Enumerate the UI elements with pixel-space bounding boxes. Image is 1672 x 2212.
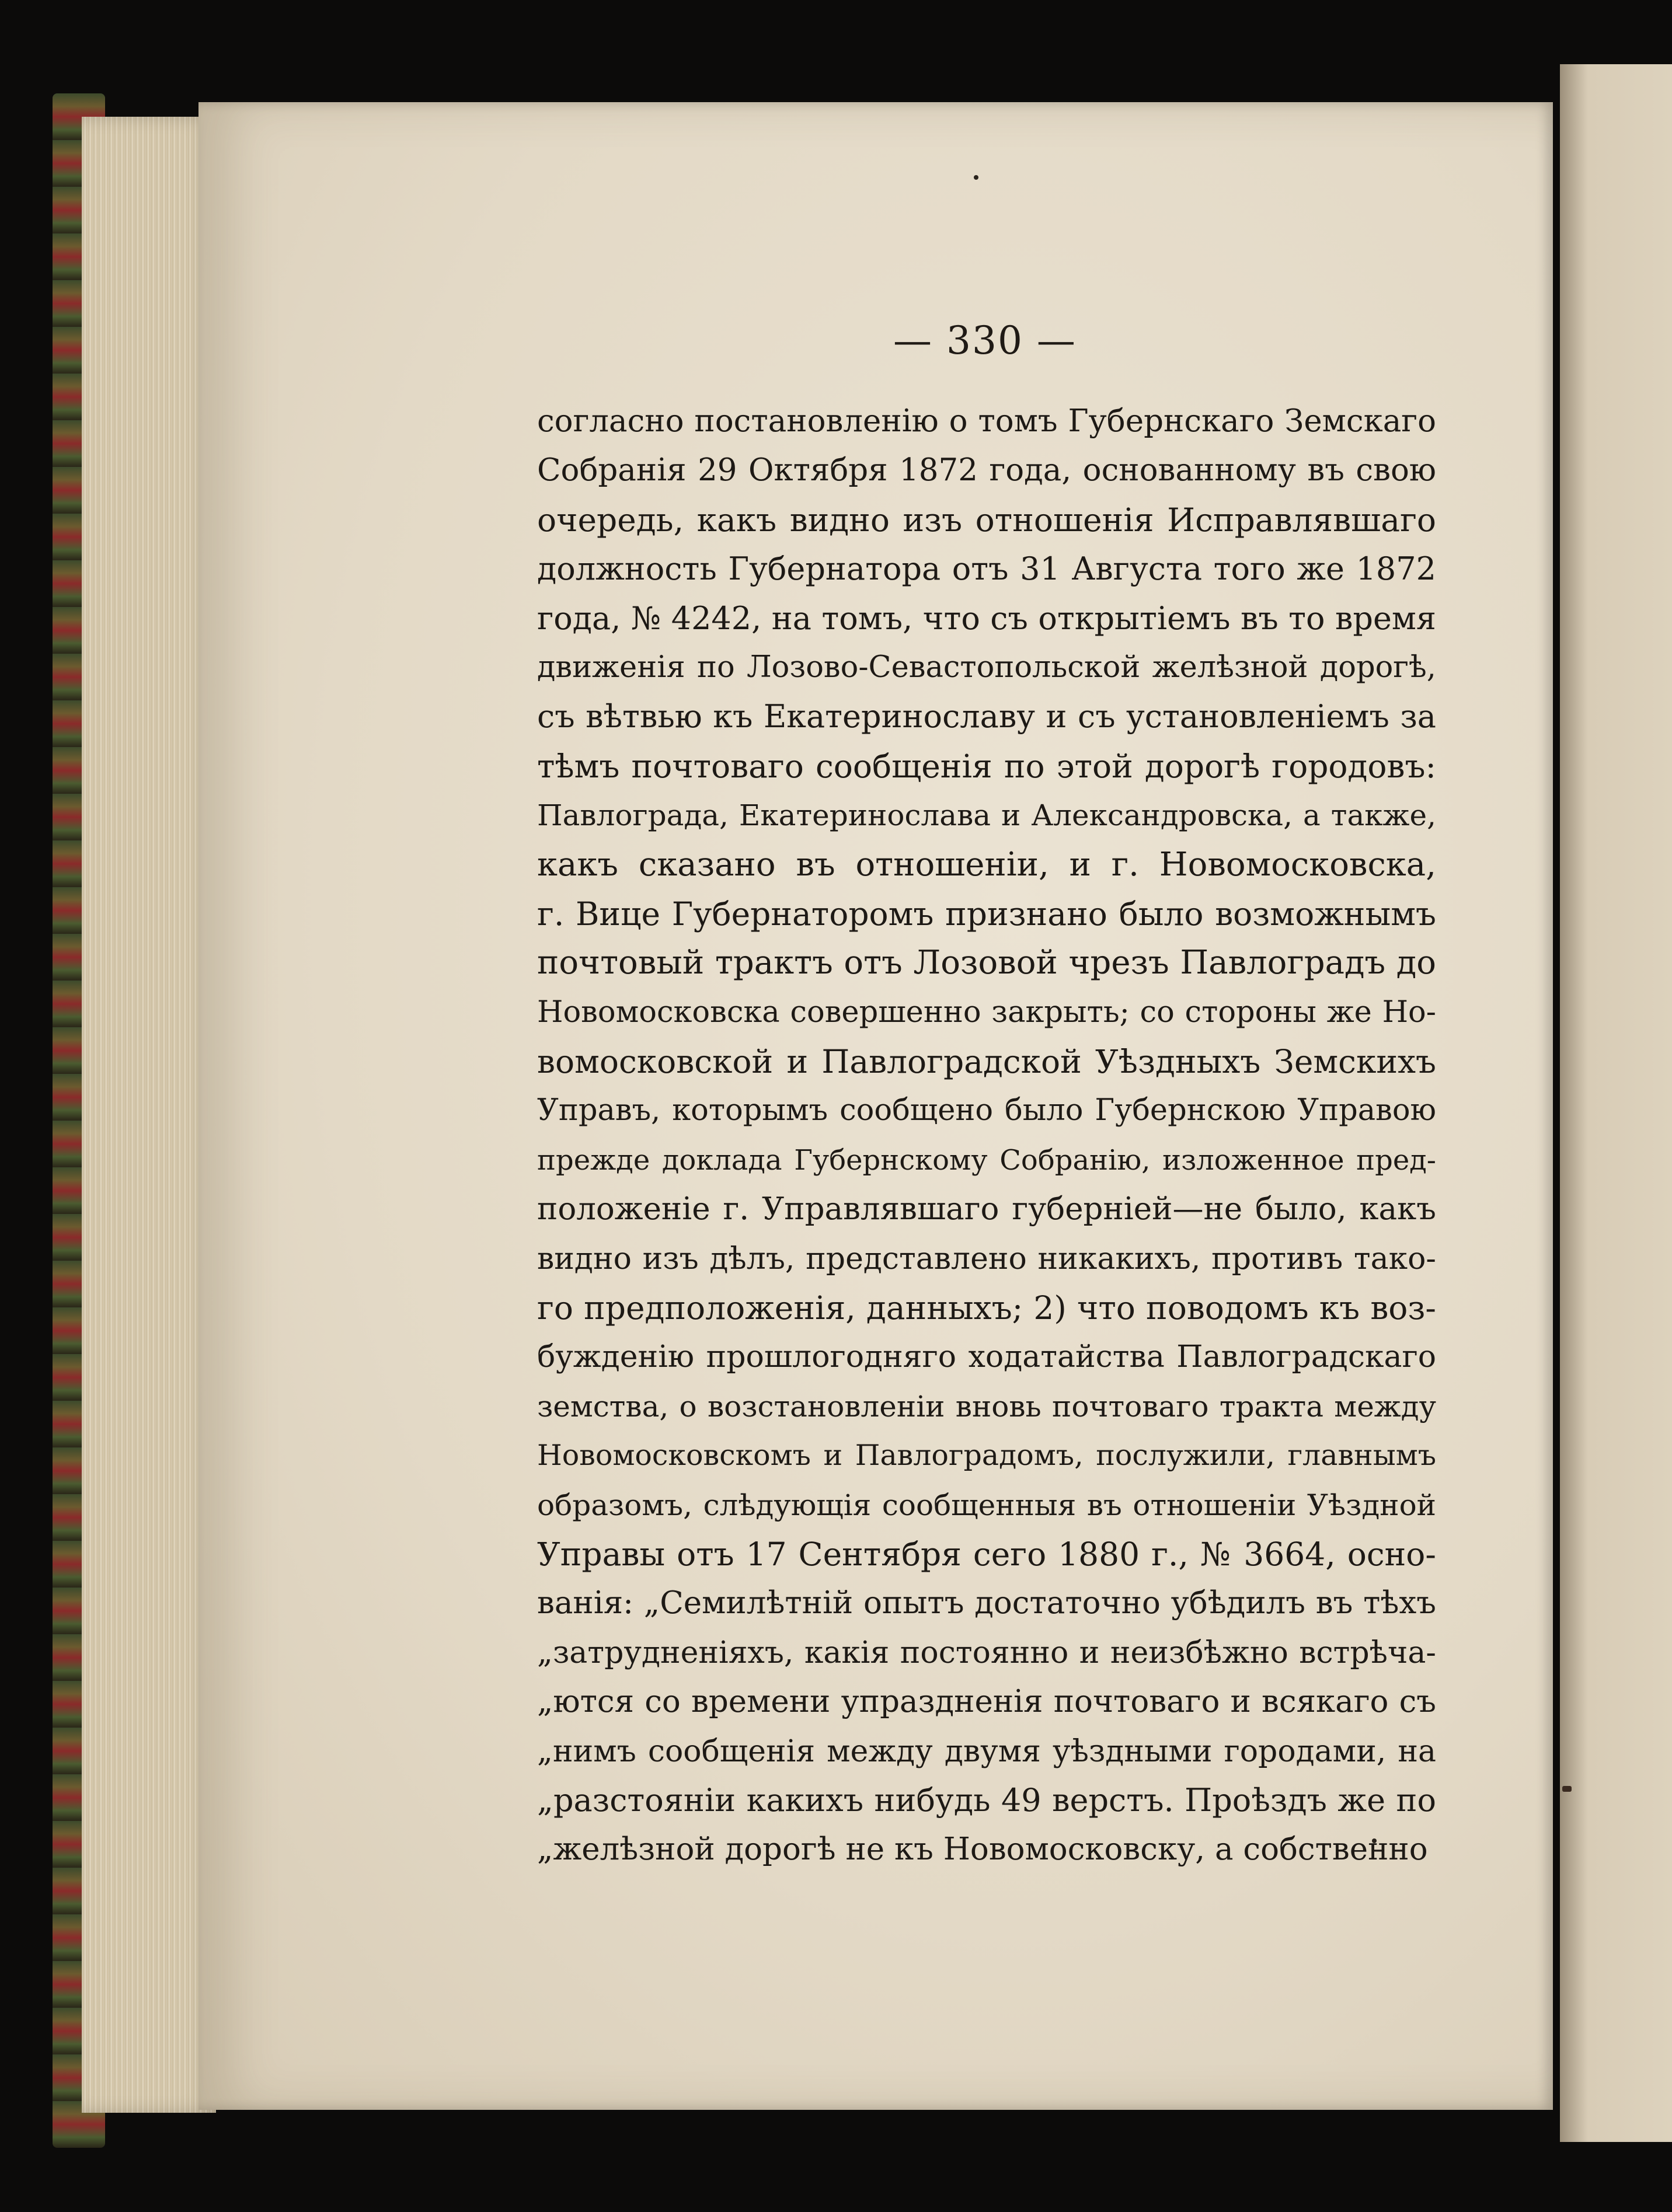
text-line: „разстояніи какихъ нибудь 49 верстъ. Проѣздъ же по xyxy=(537,1781,1436,1819)
text-line: года, № 4242, на томъ, что съ открытіемъ въ то время xyxy=(537,599,1436,637)
text-line: почтовый трактъ отъ Лозовой чрезъ Павлоградъ до xyxy=(537,944,1436,982)
text-line: Новомосковска совершенно закрыть; со стороны же Но- xyxy=(537,995,1436,1030)
text-line: „желѣзной дорогѣ не къ Новомосковску, а собственно xyxy=(537,1831,1428,1868)
text-line: бужденію прошлогодняго ходатайства Павлоградскаго xyxy=(537,1339,1436,1375)
facing-page xyxy=(1560,64,1672,2142)
text-line: должность Губернатора отъ 31 Августа того же 1872 xyxy=(537,550,1436,588)
text-line: Собранія 29 Октября 1872 года, основанному въ свою xyxy=(537,452,1436,489)
page-text xyxy=(537,397,1436,1875)
text-line: прежде доклада Губернскому Собранію, изложенное пред- xyxy=(537,1143,1436,1177)
text-line: положеніе г. Управлявшаго губерніей—не было, какъ xyxy=(537,1191,1436,1227)
text-line: образомъ, слѣдующія сообщенныя въ отношеніи Уѣздной xyxy=(537,1488,1436,1522)
text-line: какъ сказано въ отношеніи, и г. Новомосковска, xyxy=(537,845,1436,884)
text-line: видно изъ дѣлъ, представлено никакихъ, противъ тако- xyxy=(537,1241,1436,1276)
text-line: „затрудненіяхъ, какія постоянно и неизбѣжно встрѣча- xyxy=(537,1635,1436,1670)
text-line: „ются со времени упраздненія почтоваго и всякаго съ xyxy=(537,1684,1436,1720)
text-line: движенія по Лозово-Севастопольской желѣзной дорогѣ, xyxy=(537,650,1436,685)
text-line: г. Вице Губернаторомъ признано было возможнымъ xyxy=(537,895,1436,933)
text-line: вомосковской и Павлоградской Уѣздныхъ Земскихъ xyxy=(537,1043,1436,1081)
text-line: Павлограда, Екатеринослава и Александровска, а также, xyxy=(537,798,1436,833)
text-line: согласно постановленію о томъ Губернскаго Земскаго xyxy=(537,403,1436,439)
text-line: земства, о возстановленіи вновь почтоваго тракта между xyxy=(537,1389,1436,1424)
gutter-mark xyxy=(1562,1786,1572,1792)
page-stack-edge xyxy=(82,117,216,2113)
text-line: Управъ, которымъ сообщено было Губернскою Управою xyxy=(537,1093,1436,1128)
text-line: „нимъ сообщенія между двумя уѣздными городами, на xyxy=(537,1733,1436,1769)
text-line: тѣмъ почтоваго сообщенія по этой дорогѣ городовъ: xyxy=(537,747,1436,785)
text-line: очередь, какъ видно изъ отношенія Исправлявшаго xyxy=(537,501,1436,539)
paper-speck xyxy=(974,175,978,180)
text-line: Управы отъ 17 Сентября сего 1880 г., № 3664, осно- xyxy=(537,1535,1436,1573)
text-line: ванія: „Семилѣтній опытъ достаточно убѣдилъ въ тѣхъ xyxy=(537,1585,1436,1621)
text-line: Новомосковскомъ и Павлоградомъ, послужили, главнымъ xyxy=(537,1439,1436,1473)
text-line: съ вѣтвью къ Екатеринославу и съ установленіемъ за xyxy=(537,698,1436,735)
text-line: го предположенія, данныхъ; 2) что поводомъ къ воз- xyxy=(537,1289,1436,1327)
page-number: — 330 — xyxy=(893,318,1077,363)
